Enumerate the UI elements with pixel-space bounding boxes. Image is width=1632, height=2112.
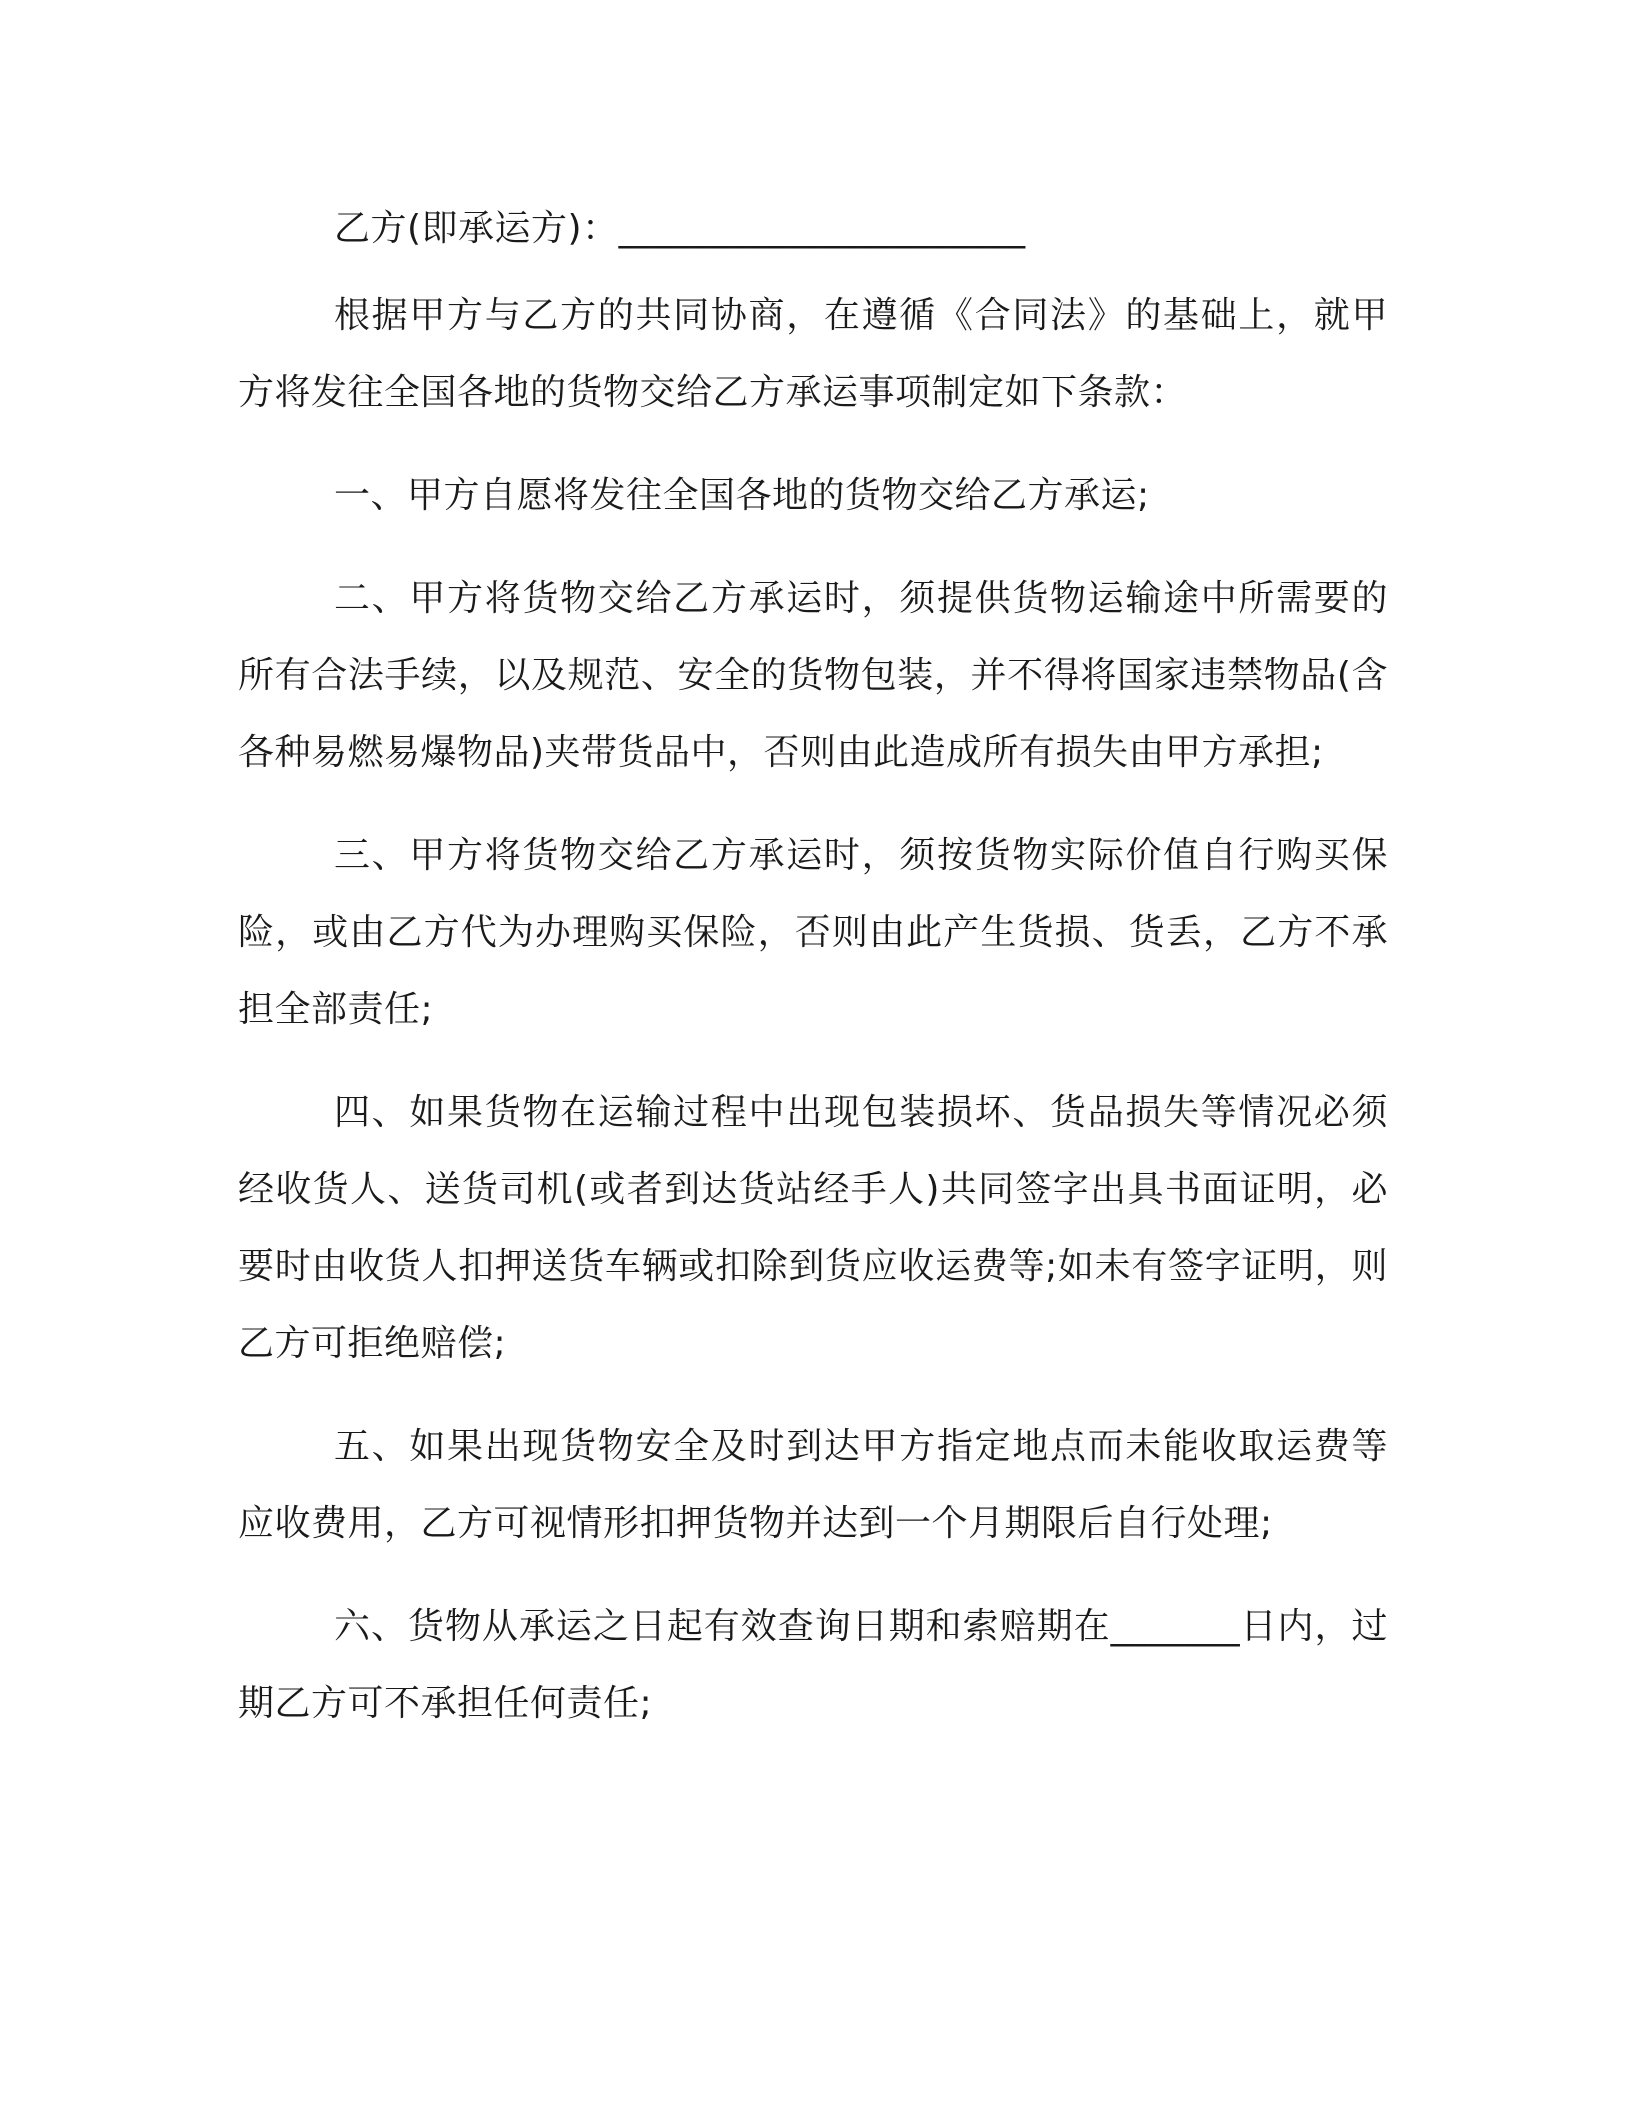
clause-1: 一、甲方自愿将发往全国各地的货物交给乙方承运; (334, 475, 1150, 516)
clause-5: 五、如果出现货物安全及时到达甲方指定地点而未能收取运费等应收费用，乙方可视情形扣押货物并达到一个月期限后自行处理; (238, 1426, 1388, 1544)
contract-body (238, 190, 1388, 1768)
clause-4: 四、如果货物在运输过程中出现包装损坏、货品损失等情况必须经收货人、送货司机(或者到达货站经手人)共同签字出具书面证明，必要时由收货人扣押送货车辆或扣除到货应收运费等;如未有签字证明，则乙方可拒绝赔偿; (238, 1092, 1388, 1364)
preamble-paragraph: 根据甲方与乙方的共同协商，在遵循《合同法》的基础上，就甲方将发往全国各地的货物交给乙方承运事项制定如下条款： (238, 295, 1388, 413)
party-b-line: 乙方(即承运方)：______________________ (334, 208, 1026, 249)
clause-6: 六、货物从承运之日起有效查询日期和索赔期在_______日内，过期乙方可不承担任何责任; (238, 1606, 1388, 1724)
clause-3: 三、甲方将货物交给乙方承运时，须按货物实际价值自行购买保险，或由乙方代为办理购买保险，否则由此产生货损、货丢，乙方不承担全部责任; (238, 835, 1388, 1030)
clause-2: 二、甲方将货物交给乙方承运时，须提供货物运输途中所需要的所有合法手续，以及规范、安全的货物包装，并不得将国家违禁物品(含各种易燃易爆物品)夹带货品中，否则由此造成所有损失由甲方承担; (238, 578, 1388, 773)
